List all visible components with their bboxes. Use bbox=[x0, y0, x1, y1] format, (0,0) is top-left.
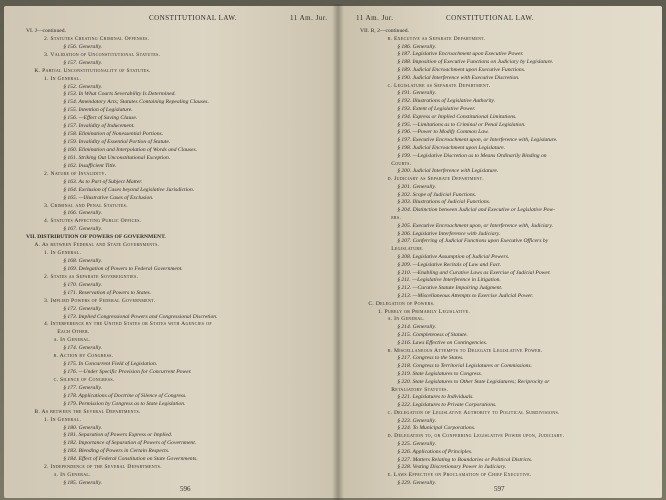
right-page-outline-line: § 188. Imposition of Executive Functions on Judiciary by Legislature. bbox=[397, 59, 554, 66]
right-page-outline-line: § 205. Executive Encroachment upon, or Interference with, Judiciary. bbox=[397, 222, 554, 229]
left-page-outline-line: 2. Nature of Invalidity. bbox=[44, 170, 107, 177]
left-page-outline-line: § 153. In What Courts Severability Is Determined. bbox=[63, 91, 176, 98]
left-page-outline-line: A. As between Federal and State Governments. bbox=[34, 242, 160, 249]
right-page bbox=[338, 6, 662, 498]
left-page-outline-line: § 167. Generally. bbox=[63, 226, 103, 233]
right-page-outline-line: § 201. Generally. bbox=[397, 183, 437, 190]
right-page-outline-line: § 215. Completeness of Statute. bbox=[397, 331, 468, 338]
right-page-outline-line: § 207. Conferring of Judicial Functions upon Executive Officers by bbox=[397, 238, 549, 245]
right-page-outline-line: § 202. Scope of Judicial Functions. bbox=[397, 191, 477, 198]
left-page-header-volume: 11 Am. Jur. bbox=[290, 14, 328, 22]
left-page-outline-line: § 179. Permission by Congress as to State Legislation. bbox=[63, 400, 186, 407]
left-page-outline-line: § 178. Applications of Doctrine of Silence of Congress. bbox=[63, 392, 187, 399]
right-page-outline-line: Courts. bbox=[391, 160, 412, 167]
right-page-outline-line: § 206. Legislative Interference with Judiciary. bbox=[397, 230, 501, 237]
left-page-outline-line: 3. Validation of Unconstitutional Statutes. bbox=[44, 51, 161, 58]
left-page-outline-line: § 156. Generally. bbox=[63, 43, 103, 50]
left-page-outline-line: 1. In General. bbox=[44, 416, 82, 423]
right-page-outline-line: § 218. Congress to Territorial Legislatures or Commissions. bbox=[397, 363, 532, 370]
right-page-outline-line: § 222. Legislatures to Private Corporations. bbox=[397, 402, 497, 409]
right-page-outline-line: VII. B, 2—continued. bbox=[360, 28, 409, 34]
left-page-outline-line: § 160. Elimination and Interpolation of Words and Clauses. bbox=[63, 146, 198, 153]
right-page-outline-line: b. Miscellaneous Attempts to Delegate Legislative Power. bbox=[387, 347, 543, 354]
left-page-outline-line: § 156. —Effect of Saving Clause. bbox=[63, 115, 138, 122]
left-page-outline-line: 3. Implied Powers of Federal Government. bbox=[44, 297, 156, 304]
right-page-outline-line: § 226. Applications of Principles. bbox=[397, 448, 473, 455]
left-page-header-title: CONSTITUTIONAL LAW. bbox=[149, 14, 238, 22]
right-page-outline-line: d. Delegation to, or Conferring Legislative Power upon, Judiciary. bbox=[387, 433, 565, 440]
right-page-outline-line: § 197. Executive Encroachment upon, or Interference with, Legislature. bbox=[397, 137, 558, 144]
left-page-outline-line: § 158. Elimination of Nonessential Portions. bbox=[63, 131, 164, 138]
right-page-outline-line: § 189. Judicial Encroachment upon Executive Functions. bbox=[397, 67, 526, 73]
left-page-outline-line: § 176. —Under Specific Provision for Concurrent Power. bbox=[63, 369, 192, 375]
left-page-outline-line: VI. J—continued. bbox=[26, 28, 66, 34]
right-page-outline-line: § 214. Generally. bbox=[397, 324, 437, 331]
left-page-outline-line: § 177. Generally. bbox=[63, 384, 103, 391]
right-page-outline-line: § 216. Laws Effective on Contingencies. bbox=[397, 339, 488, 346]
right-page-outline-line: § 195. —Limitations as to Criminal or Penal Legislation. bbox=[397, 121, 526, 128]
left-page-outline-line: c. Silence of Congress. bbox=[53, 376, 115, 383]
right-page-outline-line: ers. bbox=[391, 215, 402, 221]
left-page-outline-line: 4. Interference by the United States or States with Agencies of bbox=[44, 321, 212, 328]
right-page-outline-line: c. Delegation of Legislative Authority to Political Subdivisions. bbox=[387, 409, 560, 416]
left-page-outline-line: § 180. Generally. bbox=[63, 424, 103, 431]
left-page-outline-line: § 154. Amendatory Acts; Statutes Containing Repealing Clauses. bbox=[63, 99, 209, 106]
left-page-outline-line: § 183. Blending of Powers in Certain Respects. bbox=[63, 448, 170, 455]
left-page-outline-line: § 174. Generally. bbox=[63, 345, 103, 352]
right-page-outline-line: § 220. State Legislatures to Other State Legislatures; Reciprocity or bbox=[397, 378, 550, 385]
left-page-outline-line: Each Other. bbox=[57, 329, 90, 336]
right-page-outline-line: § 198. Judicial Encroachment upon Legislature. bbox=[397, 144, 506, 151]
left-page-outline-line: b. Action by Congress. bbox=[53, 353, 114, 360]
left-page-outline-line: B. As between the Several Departments. bbox=[34, 408, 141, 415]
right-page-outline-line: § 199. —Legislative Discretion as to Means Ordinarily Binding on bbox=[397, 152, 547, 159]
left-page-outline-line: 1. In General. bbox=[44, 250, 82, 256]
left-page-outline-line: 4. Statutes Affecting Public Offices. bbox=[44, 218, 142, 225]
left-page-outline-line: § 175. In Concurrent Field of Legislation. bbox=[63, 361, 158, 368]
right-page-outline-line: § 227. Matters Relating to Boundaries or Political Districts. bbox=[397, 456, 533, 463]
right-page-number: 597 bbox=[494, 485, 505, 493]
right-page-outline-line: § 190. Judicial Interference with Executive Discretion. bbox=[397, 74, 520, 81]
right-page-outline-line: d. Judiciary as Separate Department. bbox=[387, 176, 485, 183]
left-page-outline-line: § 164. Exclusion of Cases beyond Legislative Jurisdiction. bbox=[63, 186, 195, 193]
left-page-outline-line: K. Partial Unconstitutionality of Statutes. bbox=[34, 67, 151, 74]
right-page-outline-line: § 210. —Enabling and Curative Laws as Exercise of Judicial Power. bbox=[397, 269, 551, 276]
left-page-outline-line: § 166. Generally. bbox=[63, 210, 103, 217]
left-page-outline-line: § 161. Striking Out Unconstitutional Exception. bbox=[63, 154, 171, 161]
left-page-outline-line: § 181. Separation of Powers Express or Implied. bbox=[63, 432, 173, 439]
right-page-outline-line: c. Legislature as Separate Department. bbox=[387, 82, 491, 89]
right-page-header-title: CONSTITUTIONAL LAW. bbox=[446, 14, 535, 22]
left-page-outline-line: § 169. Delegation of Powers to Federal Government. bbox=[63, 265, 183, 272]
right-page-outline-line: § 191. Generally. bbox=[397, 90, 437, 97]
left-page-outline-line: § 159. Invalidity of Essential Portion of Statute. bbox=[63, 139, 171, 145]
right-page-outline-line: § 187. Legislative Encroachment upon Executive Power. bbox=[397, 51, 524, 58]
right-page-outline-line: § 229. Generally. bbox=[397, 480, 437, 486]
left-page-outline-line: § 152. Generally. bbox=[63, 83, 103, 90]
right-page-outline-line: Retaliatory Statutes. bbox=[391, 386, 449, 393]
right-page-outline-line: § 209. —Legislative Recitals of Law and Fact. bbox=[397, 261, 502, 268]
right-page-outline-line: § 228. Vesting Discretionary Power in Judiciary. bbox=[397, 464, 507, 471]
right-page-outline-line: § 212. —Curative Statute Impairing Judgment. bbox=[397, 285, 503, 292]
right-page-outline-line: § 224. To Municipal Corporations. bbox=[397, 425, 476, 432]
right-page-outline-line: a. In General. bbox=[387, 316, 425, 323]
left-page-number: 596 bbox=[180, 485, 191, 493]
right-page-outline-line: § 196. —Power to Modify Common Law. bbox=[397, 129, 489, 136]
left-page-outline-line: § 157. Invalidity of Inducement. bbox=[63, 123, 135, 130]
right-page-outline-line: 1. Purely or Primarily Legislative. bbox=[378, 308, 471, 315]
left-page-outline-line: VII. DISTRIBUTION OF POWERS OF GOVERNMENT. bbox=[26, 234, 166, 241]
right-page-header-volume: 11 Am. Jur. bbox=[356, 14, 394, 22]
left-page-outline-line: § 172. Generally. bbox=[63, 305, 103, 312]
right-page-outline-line: C. Delegation of Powers. bbox=[368, 300, 435, 307]
left-page-outline-line: § 162. Insufficient Title. bbox=[63, 162, 117, 169]
left-page-outline-line: § 170. Generally. bbox=[63, 281, 103, 288]
left-page-outline-line: 2. Statutes Creating Criminal Offenses. bbox=[44, 35, 150, 42]
left-page-outline-line: § 157. Generally. bbox=[63, 59, 103, 66]
right-page-outline-line: § 204. Distinction between Judicial and Executive or Legislative Pow- bbox=[397, 207, 556, 214]
left-page-outline-line: § 184. Effect of Federal Constitution on State Governments. bbox=[63, 456, 198, 463]
right-page-outline-line: e. Laws Effective on Proclamation of Chief Executive. bbox=[387, 472, 532, 479]
right-page-outline-line: § 186. Generally. bbox=[397, 43, 437, 50]
right-page-outline-line: § 223. Generally. bbox=[397, 417, 437, 424]
right-page-outline-line: Legislature. bbox=[391, 246, 424, 253]
right-page-outline-line: § 200. Judicial Interference with Legislature. bbox=[397, 168, 499, 175]
right-page-outline-line: § 203. Illustrations of Judicial Functions. bbox=[397, 199, 491, 206]
right-page-outline-line: § 194. Express or Implied Constitutional Limitations. bbox=[397, 113, 517, 120]
left-page-outline-line: § 163. As to Part of Subject Matter. bbox=[63, 178, 143, 185]
right-page-outline-line: § 192. Illustrations of Legislative Authority. bbox=[397, 98, 496, 105]
right-page-outline-line: § 219. State Legislatures to Congress. bbox=[397, 370, 483, 377]
left-page-outline-line: § 168. Generally. bbox=[63, 258, 103, 264]
right-page-outline-line: § 217. Congress to the States. bbox=[397, 355, 464, 362]
book-gutter bbox=[332, 4, 344, 500]
left-page-outline-line: § 171. Reservation of Powers to States. bbox=[63, 289, 152, 296]
left-page-outline-line: § 155. Intention of Legislature. bbox=[63, 107, 133, 114]
left-page-outline-line: a. In General. bbox=[53, 337, 91, 344]
right-page-outline-line: § 213. —Miscellaneous Attempts to Exercise Judicial Power. bbox=[397, 293, 534, 299]
left-page-outline-line: 3. Criminal and Penal Statutes. bbox=[44, 202, 128, 209]
left-page-outline-line: 2. States as Separate Sovereignties. bbox=[44, 273, 139, 280]
right-page-outline-line: § 211. —Legislative Interference in Litigation. bbox=[397, 277, 501, 284]
left-page bbox=[4, 6, 338, 498]
right-page-outline-line: § 221. Legislatures to Individuals. bbox=[397, 394, 474, 401]
left-page-outline-line: a. In General. bbox=[53, 472, 91, 479]
right-page-outline-line: § 193. Extent of Legislative Power. bbox=[397, 105, 476, 112]
left-page-outline-line: § 182. Importance of Separation of Powers of Government. bbox=[63, 440, 197, 447]
left-page-outline-line: 1. In General. bbox=[44, 75, 82, 82]
left-page-outline-line: 2. Independence of the Several Departments. bbox=[44, 464, 162, 471]
left-page-outline-line: § 165. —Illustrative Cases of Exclusion. bbox=[63, 194, 154, 201]
right-page-outline-line: b. Executive as Separate Department. bbox=[387, 35, 486, 42]
right-page-outline-line: § 208. Legislative Assumption of Judicial Powers. bbox=[397, 254, 510, 260]
right-page-outline-line: § 225. Generally. bbox=[397, 441, 437, 447]
left-page-outline-line: § 173. Implied Congressional Powers and Congressional Discretion. bbox=[63, 313, 218, 320]
left-page-outline-line: § 185. Generally. bbox=[63, 480, 103, 486]
